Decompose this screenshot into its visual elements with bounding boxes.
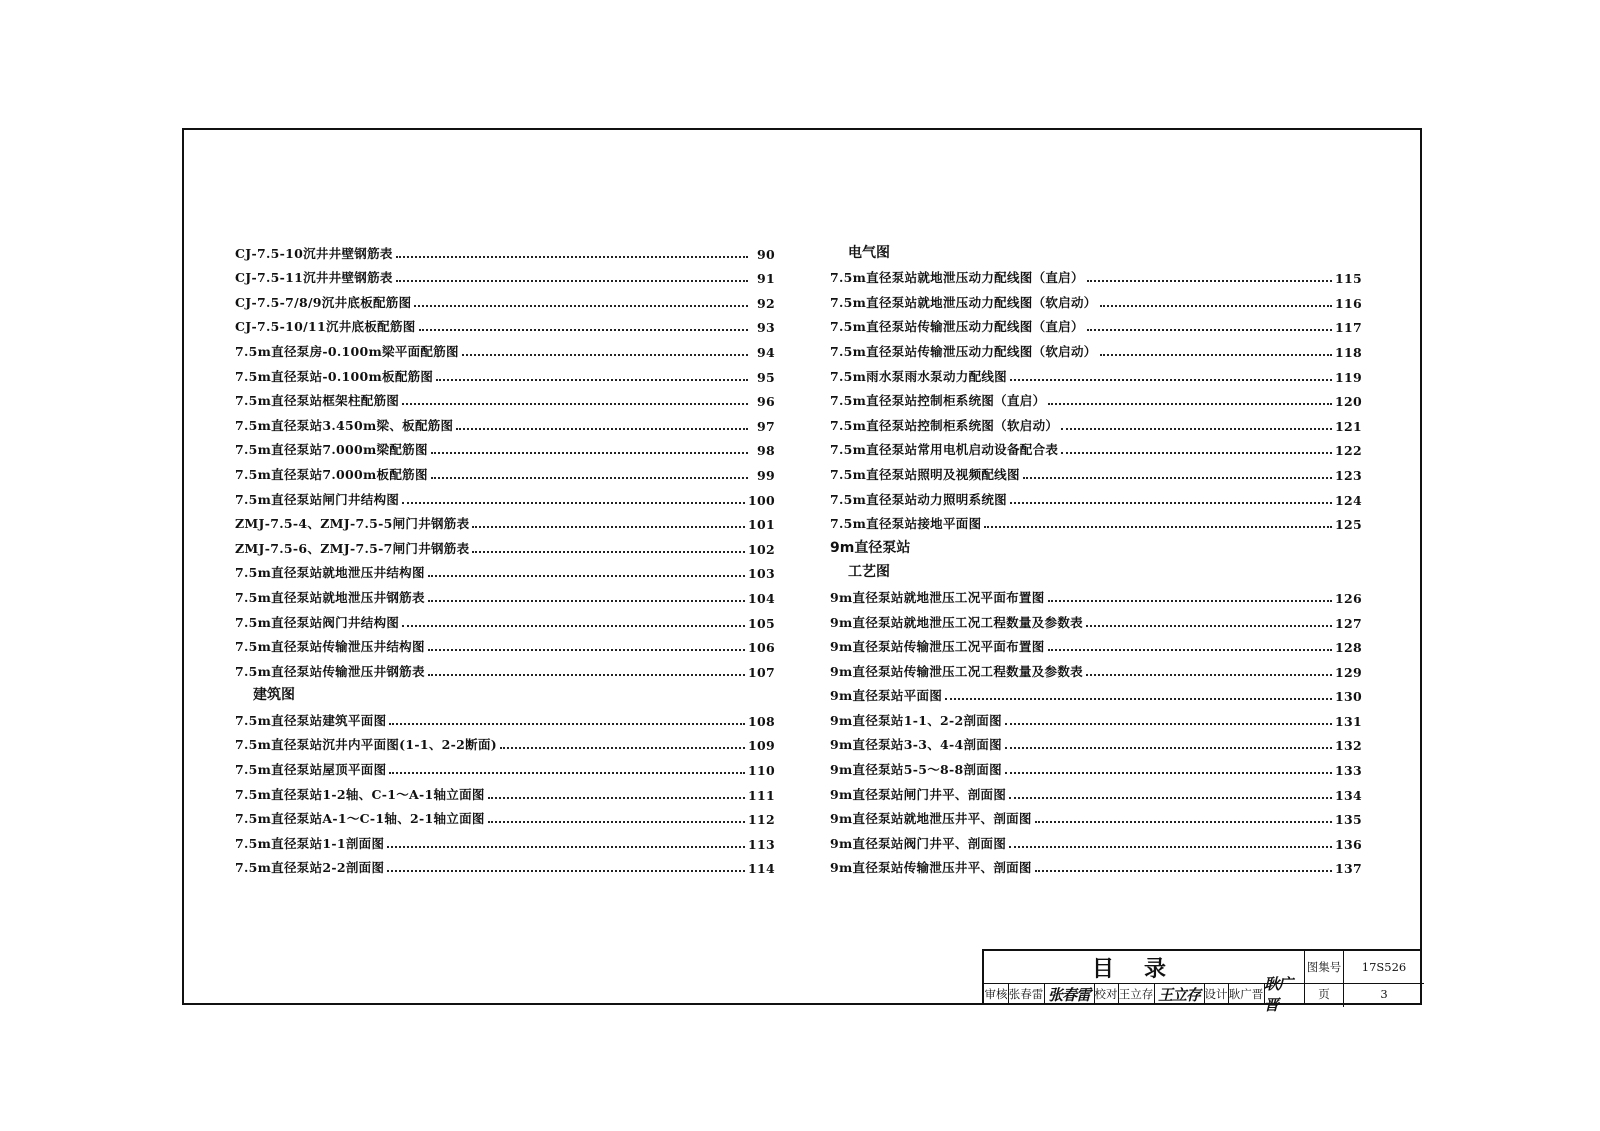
- toc-entry-title: 7.5m直径泵站建筑平面图: [235, 712, 387, 728]
- toc-entry-title: 7.5m直径泵站就地泄压动力配线图（直启）: [830, 270, 1084, 286]
- toc-entry-page: 118: [1335, 344, 1362, 360]
- toc-entry: [235, 385, 775, 410]
- toc-entry: [235, 557, 775, 582]
- dot-leader: [402, 625, 745, 627]
- toc-entry-title: 7.5m直径泵站1-1剖面图: [235, 835, 385, 851]
- page-number: 3: [1380, 987, 1388, 1001]
- dot-leader: [419, 329, 748, 331]
- section-heading: 工艺图: [848, 564, 890, 581]
- toc-entry: [235, 335, 775, 360]
- toc-entry-page: 131: [1335, 713, 1362, 729]
- dot-leader: [1100, 354, 1332, 356]
- dot-leader: [945, 698, 1332, 700]
- toc-entry-title: 7.5m直径泵站控制柜系统图（直启）: [830, 393, 1046, 409]
- toc-entry-title: 7.5m直径泵站传输泄压井钢筋表: [235, 663, 425, 679]
- toc-entry-title: 7.5m直径泵站1-2轴、C-1～A-1轴立面图: [235, 786, 485, 802]
- toc-entry: [235, 778, 775, 803]
- dot-leader: [396, 280, 748, 282]
- toc-right-column: [830, 237, 1362, 876]
- toc-entry-page: 98: [757, 443, 775, 459]
- toc-left-column: [235, 237, 775, 876]
- toc-entry-page: 111: [748, 787, 775, 803]
- toc-entry: [830, 581, 1362, 606]
- toc-entry: [830, 753, 1362, 778]
- toc-entry-title: 7.5m直径泵站阀门井结构图: [235, 614, 400, 630]
- dot-leader: [1035, 870, 1332, 872]
- dot-leader: [428, 600, 745, 602]
- dot-leader: [387, 870, 745, 872]
- toc-entry-title: 7.5m直径泵站2-2剖面图: [235, 860, 385, 876]
- toc-entry-title: 7.5m雨水泵雨水泵动力配线图: [830, 368, 1007, 384]
- dot-leader: [389, 772, 745, 774]
- toc-entry: [830, 508, 1362, 533]
- dot-leader: [431, 477, 748, 479]
- check-label: 校对: [1094, 987, 1118, 1001]
- toc-entry: [235, 311, 775, 336]
- toc-entry-page: 117: [1335, 320, 1362, 336]
- atlas-number-label: 图集号: [1306, 960, 1342, 974]
- toc-entry-page: 136: [1335, 836, 1362, 852]
- toc-entry-page: 129: [1335, 664, 1362, 680]
- toc-entry-title: 9m直径泵站闸门井平、剖面图: [830, 786, 1007, 802]
- dot-leader: [1010, 379, 1332, 381]
- toc-entry: [830, 655, 1362, 680]
- dot-leader: [1023, 477, 1332, 479]
- toc-entry: [235, 753, 775, 778]
- toc-entry-page: 102: [748, 541, 775, 557]
- toc-entry: [830, 434, 1362, 459]
- toc-entry-page: 105: [748, 615, 775, 631]
- toc-entry: [830, 458, 1362, 483]
- toc-entry-title: 9m直径泵站就地泄压工况平面布置图: [830, 589, 1045, 605]
- toc-entry: [235, 360, 775, 385]
- toc-entry-title: 7.5m直径泵站7.000m板配筋图: [235, 466, 428, 482]
- dot-leader: [488, 821, 745, 823]
- toc-entry-title: 7.5m直径泵站屋顶平面图: [235, 762, 387, 778]
- design-label: 设计: [1204, 987, 1228, 1001]
- toc-entry-page: 113: [748, 836, 775, 852]
- toc-entry-title: 7.5m直径泵站接地平面图: [830, 516, 982, 532]
- dot-leader: [387, 846, 745, 848]
- design-name: 耿广晋: [1228, 987, 1264, 1001]
- toc-entry-page: 127: [1335, 615, 1362, 631]
- dot-leader: [1086, 625, 1332, 627]
- toc-entry-page: 108: [748, 713, 775, 729]
- toc-entry: [830, 262, 1362, 287]
- toc-entry-title: CJ-7.5-10沉井井壁钢筋表: [235, 245, 393, 261]
- page-label: 页: [1318, 987, 1330, 1001]
- toc-entry-page: 109: [748, 738, 775, 754]
- dot-leader: [1100, 305, 1332, 307]
- toc-entry: [235, 458, 775, 483]
- dot-leader: [1087, 329, 1332, 331]
- dot-leader: [456, 428, 748, 430]
- check-signature: 王立存: [1157, 985, 1200, 1004]
- toc-entry: [830, 385, 1362, 410]
- toc-entry: [830, 606, 1362, 631]
- review-label: 审核: [984, 987, 1008, 1001]
- section-heading: 电气图: [848, 244, 890, 261]
- toc-entry-page: 91: [757, 271, 775, 287]
- toc-entry-title: 7.5m直径泵站闸门井结构图: [235, 491, 400, 507]
- toc-entry: [235, 508, 775, 533]
- toc-entry-page: 104: [748, 590, 775, 606]
- design-signature: 耿广晋: [1264, 975, 1293, 1014]
- toc-entry: [830, 311, 1362, 336]
- toc-entry: [830, 680, 1362, 705]
- toc-entry: [235, 286, 775, 311]
- toc-entry: [830, 852, 1362, 877]
- toc-entry-page: 107: [748, 664, 775, 680]
- toc-entry-page: 93: [757, 320, 775, 336]
- toc-entry-title: 9m直径泵站传输泄压井平、剖面图: [830, 860, 1032, 876]
- review-name: 张春雷: [1008, 987, 1044, 1001]
- title-block: [982, 949, 1422, 1014]
- toc-entry-title: 7.5m直径泵站7.000m梁配筋图: [235, 442, 428, 458]
- toc-entry-title: CJ-7.5-11沉井井壁钢筋表: [235, 270, 393, 286]
- dot-leader: [1061, 452, 1332, 454]
- toc-entry-page: 126: [1335, 590, 1362, 606]
- toc-entry: [235, 409, 775, 434]
- toc-entry: [235, 729, 775, 754]
- dot-leader: [1087, 280, 1332, 282]
- dot-leader: [1009, 797, 1332, 799]
- toc-entry-title: 7.5m直径泵站就地泄压动力配线图（软启动）: [830, 294, 1097, 310]
- toc-entry-page: 125: [1335, 517, 1362, 533]
- toc-entry-page: 137: [1335, 861, 1362, 877]
- dot-leader: [436, 379, 748, 381]
- toc-entry: [235, 852, 775, 877]
- toc-entry-title: 9m直径泵站5-5～8-8剖面图: [830, 762, 1002, 778]
- toc-entry: [235, 237, 775, 262]
- toc-entry-title: 7.5m直径泵站传输泄压动力配线图（软启动）: [830, 343, 1097, 359]
- dot-leader: [428, 674, 745, 676]
- toc-entry-page: 123: [1335, 467, 1362, 483]
- toc-entry-title: 7.5m直径泵房-0.100m梁平面配筋图: [235, 343, 459, 359]
- toc-entry-title: 9m直径泵站就地泄压工况工程数量及参数表: [830, 614, 1083, 630]
- toc-entry-title: 9m直径泵站就地泄压井平、剖面图: [830, 811, 1032, 827]
- toc-entry-title: 7.5m直径泵站动力照明系统图: [830, 491, 1007, 507]
- toc-entry-page: 121: [1335, 418, 1362, 434]
- toc-entry: [235, 532, 775, 557]
- toc-entry: [830, 360, 1362, 385]
- toc-entry-page: 101: [748, 517, 775, 533]
- dot-leader: [1048, 649, 1332, 651]
- toc-entry-title: 7.5m直径泵站常用电机启动设备配合表: [830, 442, 1059, 458]
- toc-entry-page: 124: [1335, 492, 1362, 508]
- toc-entry-page: 97: [757, 418, 775, 434]
- toc-entry: [235, 655, 775, 680]
- toc-entry: [235, 704, 775, 729]
- dot-leader: [431, 452, 748, 454]
- dot-leader: [1005, 772, 1332, 774]
- toc-entry-title: 7.5m直径泵站-0.100m板配筋图: [235, 368, 434, 384]
- toc-entry: [830, 483, 1362, 508]
- dot-leader: [1005, 723, 1332, 725]
- toc-entry-title: 7.5m直径泵站就地泄压井结构图: [235, 565, 425, 581]
- dot-leader: [1005, 747, 1332, 749]
- dot-leader: [500, 747, 745, 749]
- dot-leader: [472, 551, 745, 553]
- dot-leader: [472, 526, 745, 528]
- toc-entry-title: 7.5m直径泵站沉井内平面图(1-1、2-2断面): [235, 737, 497, 753]
- review-signature: 张春雷: [1047, 985, 1090, 1004]
- toc-entry-page: 120: [1335, 394, 1362, 410]
- toc-entry-page: 122: [1335, 443, 1362, 459]
- dot-leader: [488, 797, 745, 799]
- toc-entry-page: 103: [748, 566, 775, 582]
- toc-entry-page: 112: [748, 812, 775, 828]
- toc-entry-page: 106: [748, 640, 775, 656]
- dot-leader: [1048, 403, 1332, 405]
- dot-leader: [984, 526, 1332, 528]
- toc-entry: [235, 631, 775, 656]
- toc-entry: [235, 483, 775, 508]
- toc-entry-page: 132: [1335, 738, 1362, 754]
- toc-entry: [235, 827, 775, 852]
- dot-leader: [389, 723, 745, 725]
- toc-entry: [830, 729, 1362, 754]
- toc-entry: [235, 581, 775, 606]
- toc-entry-page: 95: [757, 369, 775, 385]
- dot-leader: [402, 502, 745, 504]
- toc-entry-title: 7.5m直径泵站就地泄压井钢筋表: [235, 589, 425, 605]
- toc-entry: [235, 803, 775, 828]
- toc-entry-title: 7.5m直径泵站传输泄压动力配线图（直启）: [830, 319, 1084, 335]
- toc-entry: [235, 262, 775, 287]
- toc-entry: [830, 803, 1362, 828]
- toc-entry-title: 7.5m直径泵站A-1～C-1轴、2-1轴立面图: [235, 811, 485, 827]
- title-block-title: 目录: [984, 951, 1305, 983]
- section-heading: 9m直径泵站: [830, 539, 911, 556]
- toc-entry-title: 9m直径泵站1-1、2-2剖面图: [830, 712, 1002, 728]
- toc-entry: [235, 606, 775, 631]
- toc-entry-page: 133: [1335, 763, 1362, 779]
- dot-leader: [1010, 502, 1332, 504]
- toc-entry: [830, 827, 1362, 852]
- toc-entry: [830, 631, 1362, 656]
- toc-entry-title: CJ-7.5-7/8/9沉井底板配筋图: [235, 294, 412, 310]
- dot-leader: [428, 575, 745, 577]
- toc-entry-page: 130: [1335, 689, 1362, 705]
- toc-entry-title: ZMJ-7.5-6、ZMJ-7.5-7闸门井钢筋表: [235, 540, 470, 556]
- toc-entry-title: 9m直径泵站3-3、4-4剖面图: [830, 737, 1002, 753]
- toc-entry-page: 116: [1335, 295, 1362, 311]
- toc-entry-title: 7.5m直径泵站框架柱配筋图: [235, 393, 400, 409]
- toc-entry-page: 114: [748, 861, 775, 877]
- toc-entry: [830, 335, 1362, 360]
- check-name: 王立存: [1118, 987, 1154, 1001]
- dot-leader: [1061, 428, 1332, 430]
- toc-entry-page: 96: [757, 394, 775, 410]
- toc-entry-page: 128: [1335, 640, 1362, 656]
- dot-leader: [1035, 821, 1332, 823]
- toc-entry-title: 9m直径泵站传输泄压工况工程数量及参数表: [830, 663, 1083, 679]
- toc-entry: [830, 409, 1362, 434]
- toc-entry-title: 7.5m直径泵站照明及视频配线图: [830, 466, 1020, 482]
- toc-entry-page: 134: [1335, 787, 1362, 803]
- toc-entry: [830, 778, 1362, 803]
- toc-entry-page: 119: [1335, 369, 1362, 385]
- dot-leader: [1009, 846, 1332, 848]
- dot-leader: [396, 256, 748, 258]
- dot-leader: [414, 305, 748, 307]
- dot-leader: [462, 354, 748, 356]
- toc-entry-page: 115: [1335, 271, 1362, 287]
- toc-entry-page: 110: [748, 763, 775, 779]
- toc-entry-title: ZMJ-7.5-4、ZMJ-7.5-5闸门井钢筋表: [235, 516, 470, 532]
- section-heading: 建筑图: [253, 687, 295, 704]
- toc-entry-page: 90: [757, 246, 775, 262]
- toc-entry-page: 94: [757, 344, 775, 360]
- toc-entry-page: 92: [757, 295, 775, 311]
- toc-entry: [830, 286, 1362, 311]
- toc-entry-title: CJ-7.5-10/11沉井底板配筋图: [235, 319, 416, 335]
- atlas-number: 17S526: [1361, 960, 1407, 974]
- toc-entry-title: 7.5m直径泵站传输泄压井结构图: [235, 639, 425, 655]
- dot-leader: [428, 649, 745, 651]
- toc-entry-page: 99: [757, 467, 775, 483]
- dot-leader: [1048, 600, 1332, 602]
- toc-entry-title: 9m直径泵站平面图: [830, 688, 943, 704]
- toc-entry-title: 7.5m直径泵站控制柜系统图（软启动）: [830, 417, 1059, 433]
- dot-leader: [1086, 674, 1332, 676]
- toc-entry-title: 9m直径泵站传输泄压工况平面布置图: [830, 639, 1045, 655]
- toc-entry: [830, 704, 1362, 729]
- toc-entry: [235, 434, 775, 459]
- toc-entry-page: 135: [1335, 812, 1362, 828]
- toc-entry-title: 9m直径泵站阀门井平、剖面图: [830, 835, 1007, 851]
- toc-entry-page: 100: [748, 492, 775, 508]
- toc-entry-title: 7.5m直径泵站3.450m梁、板配筋图: [235, 417, 454, 433]
- dot-leader: [402, 403, 748, 405]
